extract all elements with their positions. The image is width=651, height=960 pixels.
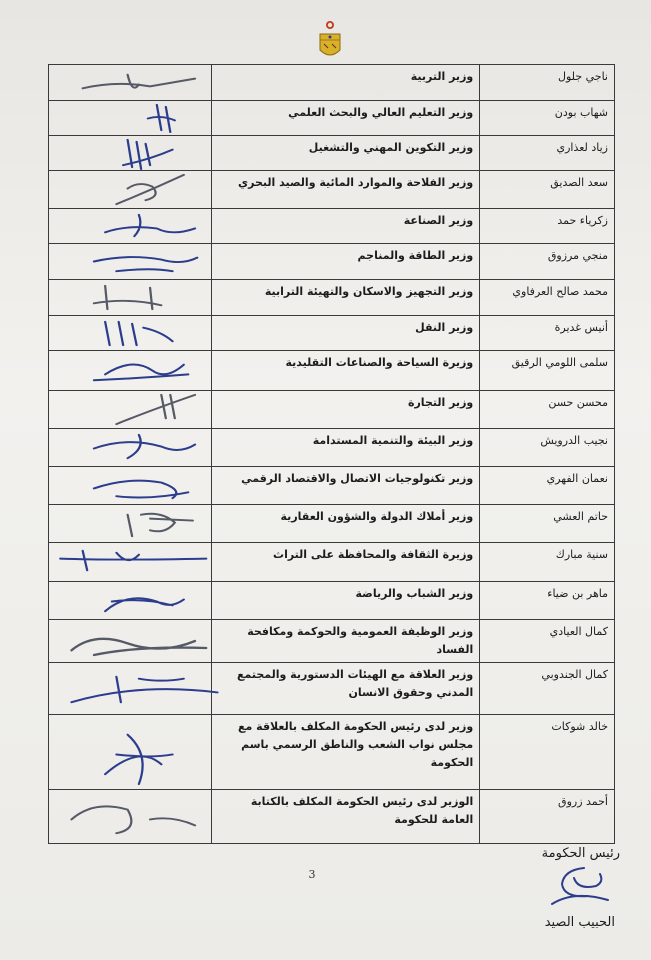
handwritten-signature xyxy=(49,280,211,315)
minister-title: وزير التجهيز والاسكان والتهيئة الترابية xyxy=(211,280,479,316)
signature-cell xyxy=(49,244,212,280)
prime-minister-title: رئيس الحكومة xyxy=(541,846,620,861)
minister-title: وزير تكنولوجيات الاتصال والاقتصاد الرقمي xyxy=(211,467,479,505)
handwritten-signature xyxy=(49,391,211,428)
minister-name: كمال الجندوبي xyxy=(480,663,615,715)
signature-cell xyxy=(49,101,212,136)
handwritten-signature xyxy=(49,505,211,542)
handwritten-signature xyxy=(49,543,211,581)
minister-title: وزير لدى رئيس الحكومة المكلف بالعلاقة مع مجلس نواب الشعب والناطق الرسمي باسم الحكومة xyxy=(211,715,479,790)
minister-name: ناجي جلول xyxy=(480,65,615,101)
minister-title: وزير الصناعة xyxy=(211,209,479,244)
minister-name: نعمان الفهري xyxy=(480,467,615,505)
prime-minister-signature xyxy=(544,860,614,910)
minister-name: شهاب بودن xyxy=(480,101,615,136)
signature-cell xyxy=(49,351,212,391)
minister-name: أحمد زروق xyxy=(480,790,615,844)
minister-name: محمد صالح العرفاوي xyxy=(480,280,615,316)
signature-cell xyxy=(49,467,212,505)
signature-cell xyxy=(49,790,212,844)
handwritten-signature xyxy=(49,790,211,843)
minister-name: كمال العيادي xyxy=(480,620,615,663)
signatory-row xyxy=(49,620,615,663)
signatory-row xyxy=(49,209,615,244)
handwritten-signature xyxy=(49,467,211,504)
signatory-row xyxy=(49,244,615,280)
minister-title: وزير التكوين المهني والتشغيل xyxy=(211,136,479,171)
signature-cell xyxy=(49,316,212,351)
minister-title: وزير التعليم العالي والبحث العلمي xyxy=(211,101,479,136)
signature-cell xyxy=(49,280,212,316)
minister-name: زياد لعذاري xyxy=(480,136,615,171)
signature-cell xyxy=(49,429,212,467)
tunisia-coat-of-arms-icon xyxy=(318,20,342,62)
minister-title: وزير أملاك الدولة والشؤون العقارية xyxy=(211,505,479,543)
handwritten-signature xyxy=(49,316,211,350)
signatory-row xyxy=(49,65,615,101)
handwritten-signature xyxy=(49,65,211,100)
minister-title: وزير النقل xyxy=(211,316,479,351)
minister-title: وزير الطاقة والمناجم xyxy=(211,244,479,280)
minister-title: وزير الوظيفة العمومية والحوكمة ومكافحة الفساد xyxy=(211,620,479,663)
signature-cell xyxy=(49,715,212,790)
minister-name: أنيس غديرة xyxy=(480,316,615,351)
handwritten-signature xyxy=(49,351,211,390)
signature-cell xyxy=(49,171,212,209)
minister-name: زكرياء حمد xyxy=(480,209,615,244)
minister-title: وزير العلاقة مع الهيئات الدستورية والمجتمع المدني وحقوق الانسان xyxy=(211,663,479,715)
handwritten-signature xyxy=(49,136,211,170)
minister-title: وزيرة الثقافة والمحافظة على التراث xyxy=(211,543,479,582)
signature-cell xyxy=(49,582,212,620)
signatory-row xyxy=(49,429,615,467)
minister-name: منجي مرزوق xyxy=(480,244,615,280)
minister-name: محسن حسن xyxy=(480,391,615,429)
signature-cell xyxy=(49,65,212,101)
signatory-row xyxy=(49,171,615,209)
signatory-row xyxy=(49,101,615,136)
signatory-row xyxy=(49,790,615,844)
signatory-row xyxy=(49,280,615,316)
handwritten-signature xyxy=(49,209,211,243)
signature-cell xyxy=(49,505,212,543)
handwritten-signature xyxy=(49,715,211,789)
minister-name: حاتم العشي xyxy=(480,505,615,543)
handwritten-signature xyxy=(49,171,211,208)
minister-title: وزير البيئة والتنمية المستدامة xyxy=(211,429,479,467)
signatory-row xyxy=(49,316,615,351)
signatory-row xyxy=(49,391,615,429)
handwritten-signature xyxy=(49,620,211,662)
signatory-row xyxy=(49,505,615,543)
signatory-row xyxy=(49,715,615,790)
signatory-row xyxy=(49,136,615,171)
minister-name: سلمى اللومي الرقيق xyxy=(480,351,615,391)
signature-cell xyxy=(49,620,212,663)
handwritten-signature xyxy=(49,429,211,466)
prime-minister-name: الحبيب الصيد xyxy=(544,915,615,930)
minister-name: ماهر بن ضياء xyxy=(480,582,615,620)
minister-name: سنية مبارك xyxy=(480,543,615,582)
minister-title: وزير الفلاحة والموارد المائية والصيد البحري xyxy=(211,171,479,209)
minister-title: وزير التربية xyxy=(211,65,479,101)
handwritten-signature xyxy=(49,244,211,279)
signatory-row xyxy=(49,543,615,582)
minister-name: خالد شوكات xyxy=(480,715,615,790)
handwritten-signature xyxy=(49,101,211,135)
minister-title: وزيرة السياحة والصناعات التقليدية xyxy=(211,351,479,391)
signature-cell xyxy=(49,136,212,171)
minister-name: سعد الصديق xyxy=(480,171,615,209)
signature-cell xyxy=(49,209,212,244)
signatory-row xyxy=(49,663,615,715)
minister-title: وزير التجارة xyxy=(211,391,479,429)
page-number: 3 xyxy=(308,868,316,881)
minister-title: وزير الشباب والرياضة xyxy=(211,582,479,620)
signature-cell xyxy=(49,543,212,582)
minister-name: نجيب الدرويش xyxy=(480,429,615,467)
signature-cell xyxy=(49,391,212,429)
handwritten-signature xyxy=(49,582,211,619)
handwritten-signature xyxy=(49,663,211,714)
signatory-row xyxy=(49,351,615,391)
signatory-row xyxy=(49,467,615,505)
signature-cell xyxy=(49,663,212,715)
signatures-table xyxy=(48,64,615,844)
signatory-row xyxy=(49,582,615,620)
minister-title: الوزير لدى رئيس الحكومة المكلف بالكتابة العامة للحكومة xyxy=(211,790,479,844)
